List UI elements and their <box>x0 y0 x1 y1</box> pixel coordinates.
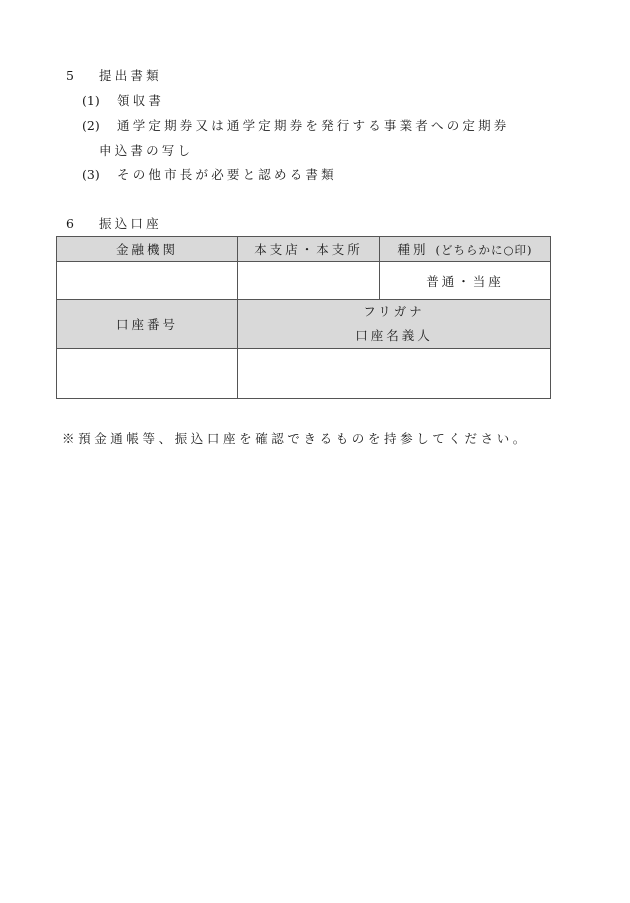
item3-text: その他市長が必要と認める書類 <box>117 167 337 182</box>
section6-heading: 振込口座 <box>99 216 162 231</box>
header-type-label: 種別 <box>397 242 429 257</box>
account-number-cell[interactable] <box>57 349 238 399</box>
item2-text: 通学定期券又は通学定期券を発行する事業者への定期券 <box>117 118 510 133</box>
section6-number: 6 <box>66 216 74 231</box>
header-type <box>380 237 551 262</box>
branch-name-cell[interactable] <box>238 262 380 300</box>
item3-number: (3) <box>82 167 100 182</box>
header-type-note: (どちらかに○印) <box>435 243 533 257</box>
item2-number: (2) <box>82 118 100 133</box>
bottom-note: ※預金通帳等、振込口座を確認できるものを持参してください。 <box>62 431 529 446</box>
header-bank: 金融機関 <box>57 237 238 262</box>
item2-continuation: 申込書の写し <box>99 143 194 158</box>
header-account-number: 口座番号 <box>57 300 238 349</box>
section5-number: 5 <box>66 68 74 83</box>
account-type-cell[interactable]: 普通・当座 <box>380 262 551 300</box>
section5-heading: 提出書類 <box>99 68 162 83</box>
account-holder-cell[interactable] <box>238 349 551 399</box>
header-holder-name: 口座名義人 <box>355 328 433 343</box>
bank-account-table <box>56 236 551 399</box>
header-furigana: フリガナ <box>363 304 425 319</box>
item1-number: (1) <box>82 93 100 108</box>
header-holder <box>238 300 551 349</box>
item1-text: 領収書 <box>117 93 165 108</box>
header-branch: 本支店・本支所 <box>238 237 380 262</box>
bank-name-cell[interactable] <box>57 262 238 300</box>
